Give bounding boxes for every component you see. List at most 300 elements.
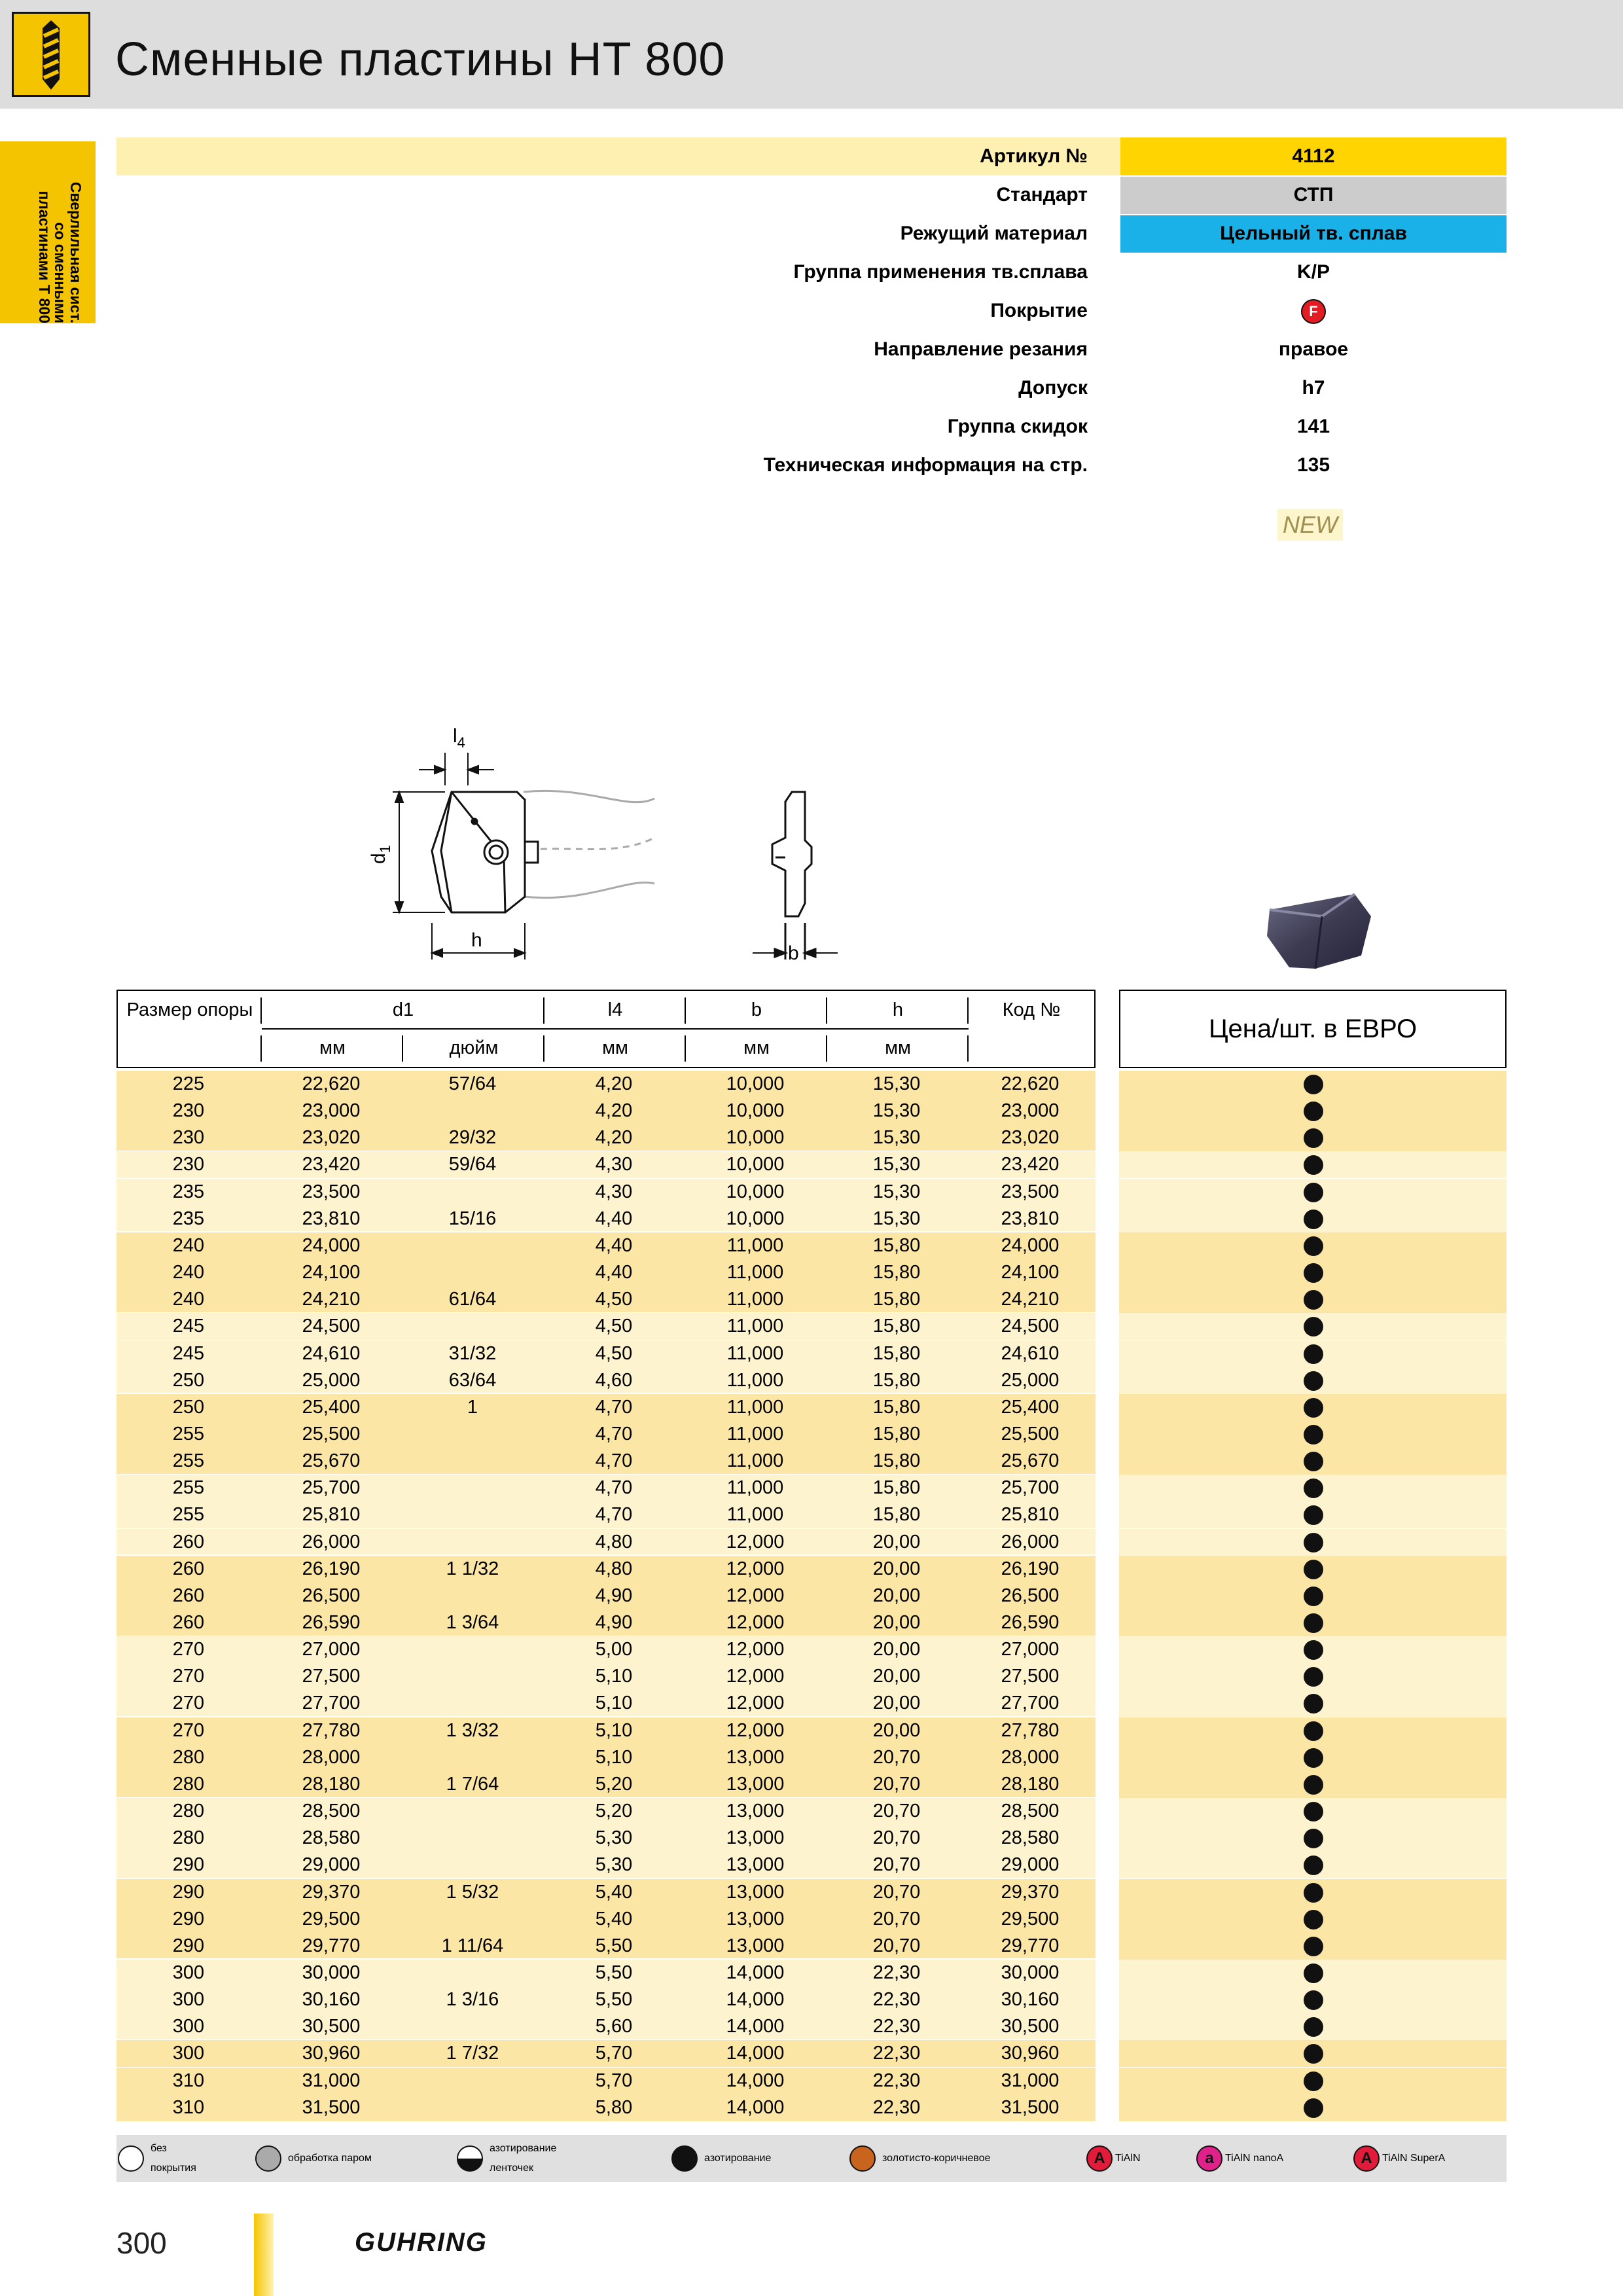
- page-number: 300: [116, 2226, 167, 2260]
- price-row: [1119, 1744, 1507, 1771]
- spec-label: Покрытие: [990, 300, 1088, 321]
- cell-h: 20,00: [872, 1666, 921, 1687]
- coating-f-icon: F: [1301, 299, 1326, 324]
- cell-h: 20,00: [872, 1531, 921, 1552]
- cell-code: 24,100: [1001, 1262, 1060, 1283]
- cell-d1-inch: 29/32: [448, 1127, 497, 1149]
- spec-value: 141: [1296, 416, 1330, 437]
- availability-dot-icon: [1304, 1775, 1323, 1795]
- price-row: [1119, 1663, 1507, 1690]
- legend-badge-letter: A: [1361, 2149, 1372, 2167]
- cell-d1-inch: [402, 1529, 543, 1556]
- drill-logo-icon: [12, 12, 90, 97]
- cell-d1-inch: [402, 1448, 543, 1475]
- table-row: [116, 1771, 1096, 1798]
- availability-dot-icon: [1304, 1802, 1323, 1821]
- cell-b: 13,000: [726, 1854, 785, 1876]
- footer-accent-bar: [254, 2214, 274, 2296]
- cell-d1-inch: [402, 1232, 543, 1259]
- cell-l4: 5,20: [595, 1773, 633, 1795]
- insert-side-view: [753, 792, 838, 960]
- cell-d1-mm: 26,590: [302, 1612, 361, 1633]
- cell-d1-mm: 30,000: [302, 1962, 361, 1983]
- price-row: [1119, 1286, 1507, 1313]
- cell-d1-inch: 15/16: [448, 1208, 497, 1229]
- cell-b: 11,000: [726, 1234, 784, 1256]
- col-header-l4: l4: [607, 999, 623, 1020]
- price-row: [1119, 1798, 1507, 1825]
- price-header: Цена/шт. в ЕВРО: [1119, 990, 1507, 1068]
- cell-l4: 5,40: [595, 1881, 633, 1903]
- cell-size: 290: [172, 1881, 205, 1903]
- cell-l4: 5,80: [595, 2096, 633, 2118]
- unit-b: мм: [743, 1037, 770, 1058]
- cell-d1-mm: 28,500: [302, 1801, 361, 1822]
- cell-d1-inch: 57/64: [448, 1073, 497, 1094]
- cell-h: 20,70: [872, 1773, 921, 1795]
- spec-row: [116, 215, 1507, 253]
- cell-code: 27,780: [1001, 1719, 1060, 1741]
- cell-h: 20,70: [872, 1827, 921, 1849]
- cell-l4: 5,00: [595, 1639, 633, 1660]
- unit-d1-mm: мм: [319, 1037, 346, 1058]
- cell-size: 280: [172, 1746, 205, 1768]
- cell-l4: 5,70: [595, 2043, 633, 2064]
- cell-d1-inch: 63/64: [448, 1369, 497, 1391]
- cell-code: 28,500: [1001, 1801, 1060, 1822]
- cell-code: 25,000: [1001, 1369, 1060, 1391]
- spec-label: Артикул №: [980, 145, 1088, 167]
- cell-d1-inch: [402, 1259, 543, 1286]
- price-row: [1119, 1960, 1507, 1986]
- cell-l4: 4,40: [595, 1208, 633, 1229]
- cell-d1-mm: 24,500: [302, 1316, 361, 1337]
- spec-value: 4112: [1120, 137, 1507, 175]
- cell-l4: 5,60: [595, 2016, 633, 2037]
- cell-l4: 5,30: [595, 1854, 633, 1876]
- spec-value: h7: [1302, 377, 1325, 399]
- cell-d1-mm: 25,500: [302, 1423, 361, 1444]
- cell-size: 235: [172, 1208, 205, 1229]
- land-nitrided-circle-icon: [457, 2145, 483, 2172]
- availability-dot-icon: [1304, 1910, 1323, 1929]
- cell-d1-inch: [402, 1179, 543, 1206]
- availability-dot-icon: [1304, 1128, 1323, 1148]
- cell-code: 24,210: [1001, 1289, 1060, 1310]
- cell-l4: 5,30: [595, 1827, 633, 1849]
- cell-l4: 4,70: [595, 1423, 633, 1444]
- legend-label-line: азотирование: [490, 2143, 557, 2154]
- cell-b: 13,000: [726, 1801, 785, 1822]
- price-row: [1119, 1825, 1507, 1852]
- cell-l4: 5,50: [595, 1935, 633, 1956]
- legend-label-line: покрытия: [151, 2162, 196, 2174]
- cell-size: 245: [172, 1342, 205, 1364]
- cell-size: 245: [172, 1316, 205, 1337]
- unit-d1-inch: дюйм: [449, 1037, 499, 1058]
- cell-size: 250: [172, 1396, 205, 1418]
- availability-dot-icon: [1304, 1183, 1323, 1202]
- tialn-circle-icon: [1086, 2145, 1113, 2172]
- cell-d1-mm: 29,770: [302, 1935, 361, 1956]
- cell-code: 31,000: [1001, 2070, 1060, 2091]
- table-row: [116, 1501, 1096, 1528]
- cell-d1-inch: [402, 1852, 543, 1878]
- unit-h: мм: [885, 1037, 911, 1058]
- cell-h: 15,80: [872, 1477, 921, 1499]
- cell-size: 300: [172, 2016, 205, 2037]
- cell-d1-inch: 61/64: [448, 1289, 497, 1310]
- cell-b: 11,000: [726, 1504, 784, 1526]
- cell-d1-mm: 27,780: [302, 1719, 361, 1741]
- cell-b: 12,000: [726, 1639, 785, 1660]
- cell-d1-mm: 23,810: [302, 1208, 361, 1229]
- table-row: [116, 2013, 1096, 2040]
- availability-dot-icon: [1304, 1721, 1323, 1741]
- table-row: [116, 1394, 1096, 1421]
- table-row: [116, 1717, 1096, 1744]
- table-row: [116, 1179, 1096, 1206]
- cell-size: 290: [172, 1854, 205, 1876]
- cell-d1-inch: [402, 1636, 543, 1663]
- cell-code: 30,000: [1001, 1962, 1060, 1983]
- price-row: [1119, 1394, 1507, 1421]
- cell-l4: 4,40: [595, 1234, 633, 1256]
- availability-dot-icon: [1304, 1371, 1323, 1391]
- side-tab-line: Сверлильная сист.: [67, 181, 84, 323]
- cell-code: 24,610: [1001, 1342, 1060, 1364]
- cell-code: 28,180: [1001, 1773, 1060, 1795]
- cell-b: 10,000: [726, 1181, 785, 1202]
- cell-code: 23,000: [1001, 1100, 1060, 1122]
- cell-code: 29,000: [1001, 1854, 1060, 1876]
- cell-d1-inch: 59/64: [448, 1154, 497, 1175]
- cell-d1-mm: 25,700: [302, 1477, 361, 1499]
- availability-dot-icon: [1304, 1640, 1323, 1660]
- cell-b: 11,000: [726, 1262, 784, 1283]
- cell-size: 230: [172, 1100, 205, 1122]
- cell-size: 300: [172, 2043, 205, 2064]
- cell-d1-mm: 30,160: [302, 1989, 361, 2011]
- cell-d1-mm: 23,000: [302, 1100, 361, 1122]
- spec-row: [116, 369, 1507, 407]
- availability-dot-icon: [1304, 2044, 1323, 2064]
- cell-size: 260: [172, 1612, 205, 1633]
- cell-l4: 4,70: [595, 1450, 633, 1472]
- cell-l4: 4,40: [595, 1262, 633, 1283]
- col-header-b: b: [751, 999, 762, 1020]
- tialn-supera-circle-icon: [1353, 2145, 1380, 2172]
- cell-d1-mm: 25,000: [302, 1369, 361, 1391]
- cell-size: 280: [172, 1801, 205, 1822]
- cell-size: 270: [172, 1693, 205, 1714]
- coating-legend: [116, 2135, 1507, 2182]
- availability-dot-icon: [1304, 2072, 1323, 2091]
- availability-dot-icon: [1304, 1856, 1323, 1875]
- availability-dot-icon: [1304, 1694, 1323, 1713]
- price-row: [1119, 1421, 1507, 1448]
- cell-l4: 4,80: [595, 1531, 633, 1552]
- cell-h: 15,80: [872, 1316, 921, 1337]
- cell-d1-mm: 29,370: [302, 1881, 361, 1903]
- price-row: [1119, 1179, 1507, 1206]
- cell-h: 20,00: [872, 1585, 921, 1606]
- cell-d1-inch: [402, 2013, 543, 2040]
- cell-b: 14,000: [726, 1989, 785, 2011]
- table-row: [116, 1232, 1096, 1259]
- price-row: [1119, 1529, 1507, 1556]
- cell-d1-mm: 28,000: [302, 1746, 361, 1768]
- availability-dot-icon: [1304, 1883, 1323, 1903]
- cell-code: 31,500: [1001, 2096, 1060, 2118]
- table-row: [116, 1071, 1096, 1098]
- cell-d1-inch: 1 3/32: [446, 1719, 499, 1741]
- cell-h: 20,70: [872, 1881, 921, 1903]
- price-row: [1119, 1124, 1507, 1151]
- spec-value: [1120, 292, 1507, 330]
- d1-label: [368, 845, 393, 864]
- cell-code: 25,700: [1001, 1477, 1060, 1499]
- cell-size: 255: [172, 1450, 205, 1472]
- spec-label: Группа применения тв.сплава: [793, 261, 1088, 283]
- header-divider: [543, 1035, 544, 1062]
- cell-h: 20,70: [872, 1746, 921, 1768]
- cell-l4: 4,30: [595, 1154, 633, 1175]
- price-row: [1119, 1313, 1507, 1340]
- table-row: [116, 1259, 1096, 1286]
- cell-b: 11,000: [726, 1289, 784, 1310]
- cell-h: 22,30: [872, 2016, 921, 2037]
- cell-b: 14,000: [726, 2016, 785, 2037]
- cell-code: 22,620: [1001, 1073, 1060, 1094]
- cell-l4: 4,60: [595, 1369, 633, 1391]
- spec-divider: [378, 214, 1507, 215]
- cell-d1-mm: 26,190: [302, 1558, 361, 1579]
- price-row: [1119, 1556, 1507, 1583]
- price-row: [1119, 1071, 1507, 1098]
- cell-b: 12,000: [726, 1585, 785, 1606]
- cell-code: 25,400: [1001, 1396, 1060, 1418]
- spec-row: [116, 253, 1507, 291]
- table-row: [116, 1448, 1096, 1475]
- header-divider: [402, 1035, 403, 1062]
- spec-row: [116, 446, 1507, 484]
- col-header-size: Размер опоры: [126, 999, 253, 1020]
- price-row: [1119, 1986, 1507, 2013]
- price-row: [1119, 1717, 1507, 1744]
- cell-b: 13,000: [726, 1773, 785, 1795]
- cell-size: 290: [172, 1908, 205, 1929]
- cell-size: 255: [172, 1504, 205, 1526]
- cell-code: 25,810: [1001, 1504, 1060, 1526]
- price-row: [1119, 1206, 1507, 1232]
- cell-d1-inch: [402, 1960, 543, 1986]
- table-row: [116, 2068, 1096, 2094]
- h-label: h: [471, 929, 482, 951]
- cell-l4: 4,50: [595, 1316, 633, 1337]
- cell-h: 15,30: [872, 1154, 921, 1175]
- cell-code: 28,000: [1001, 1746, 1060, 1768]
- d1-label-main: d: [368, 853, 389, 864]
- availability-dot-icon: [1304, 1964, 1323, 1983]
- cell-d1-inch: [402, 1583, 543, 1609]
- cell-l4: 4,20: [595, 1073, 633, 1094]
- cell-code: 25,670: [1001, 1450, 1060, 1472]
- cell-d1-inch: [402, 1906, 543, 1933]
- cell-l4: 5,10: [595, 1746, 633, 1768]
- cell-code: 29,370: [1001, 1881, 1060, 1903]
- availability-dot-icon: [1304, 1210, 1323, 1229]
- cell-d1-mm: 25,670: [302, 1450, 361, 1472]
- cell-d1-mm: 23,500: [302, 1181, 361, 1202]
- legend-badge-letter: A: [1094, 2149, 1105, 2167]
- section-side-tab: [0, 141, 96, 323]
- cell-size: 260: [172, 1585, 205, 1606]
- cell-d1-inch: 1 1/32: [446, 1558, 499, 1579]
- table-row: [116, 1556, 1096, 1583]
- spec-row: [116, 292, 1507, 330]
- legend-label: золотисто-коричневое: [882, 2153, 991, 2164]
- legend-label: TiAlN: [1115, 2153, 1141, 2164]
- legend-label: обработка паром: [288, 2153, 372, 2164]
- cell-code: 23,500: [1001, 1181, 1060, 1202]
- price-row: [1119, 1852, 1507, 1878]
- cell-size: 250: [172, 1369, 205, 1391]
- price-row: [1119, 1367, 1507, 1394]
- availability-dot-icon: [1304, 1344, 1323, 1364]
- col-header-code: Код №: [1002, 999, 1061, 1020]
- price-row: [1119, 1583, 1507, 1609]
- cell-b: 13,000: [726, 1908, 785, 1929]
- cell-d1-inch: 1: [467, 1396, 478, 1418]
- header-divider: [967, 1035, 969, 1062]
- cell-code: 30,500: [1001, 2016, 1060, 2037]
- header-divider: [685, 997, 686, 1024]
- cell-b: 13,000: [726, 1935, 785, 1956]
- availability-dot-icon: [1304, 1425, 1323, 1444]
- availability-dot-icon: [1304, 1533, 1323, 1552]
- cell-size: 300: [172, 1989, 205, 2011]
- table-row: [116, 1906, 1096, 1933]
- cell-l4: 5,50: [595, 1962, 633, 1983]
- table-row: [116, 1421, 1096, 1448]
- cell-code: 30,160: [1001, 1989, 1060, 2011]
- gold-brown-circle-icon: [849, 2145, 876, 2172]
- cell-l4: 4,70: [595, 1504, 633, 1526]
- availability-dot-icon: [1304, 1560, 1323, 1579]
- cell-d1-mm: 27,700: [302, 1693, 361, 1714]
- cell-d1-inch: [402, 1690, 543, 1717]
- cell-h: 15,80: [872, 1369, 921, 1391]
- cell-b: 11,000: [726, 1369, 784, 1391]
- availability-dot-icon: [1304, 1748, 1323, 1768]
- availability-dot-icon: [1304, 2098, 1323, 2118]
- price-row: [1119, 1933, 1507, 1960]
- cell-b: 14,000: [726, 2043, 785, 2064]
- cell-d1-mm: 31,500: [302, 2096, 361, 2118]
- cell-h: 20,70: [872, 1908, 921, 1929]
- table-row: [116, 1744, 1096, 1771]
- cell-code: 28,580: [1001, 1827, 1060, 1849]
- header-divider: [685, 1035, 686, 1062]
- cell-size: 260: [172, 1531, 205, 1552]
- cell-d1-mm: 25,810: [302, 1504, 361, 1526]
- header-rule: [262, 1028, 969, 1030]
- cell-b: 10,000: [726, 1127, 785, 1149]
- new-badge: NEW: [1277, 509, 1343, 541]
- cell-d1-mm: 24,210: [302, 1289, 361, 1310]
- availability-dot-icon: [1304, 1990, 1323, 2010]
- col-header-d1: d1: [392, 999, 414, 1020]
- cell-d1-inch: [402, 1501, 543, 1528]
- availability-dot-icon: [1304, 1613, 1323, 1633]
- spec-label: Стандарт: [996, 184, 1088, 206]
- cell-d1-mm: 30,500: [302, 2016, 361, 2037]
- availability-dot-icon: [1304, 1587, 1323, 1606]
- cell-l4: 4,20: [595, 1100, 633, 1122]
- cell-b: 14,000: [726, 2096, 785, 2118]
- tialn-nanoa-circle-icon: [1196, 2145, 1222, 2172]
- price-row: [1119, 2013, 1507, 2040]
- availability-dot-icon: [1304, 1398, 1323, 1418]
- cell-size: 240: [172, 1289, 205, 1310]
- table-row: [116, 1986, 1096, 2013]
- availability-dot-icon: [1304, 1102, 1323, 1121]
- table-row: [116, 1636, 1096, 1663]
- table-row: [116, 2094, 1096, 2121]
- price-row: [1119, 1232, 1507, 1259]
- cell-h: 22,30: [872, 2070, 921, 2091]
- steam-treated-circle-icon: [255, 2145, 281, 2172]
- cell-b: 11,000: [726, 1450, 784, 1472]
- cell-h: 15,30: [872, 1100, 921, 1122]
- cell-h: 20,70: [872, 1854, 921, 1876]
- header-divider: [826, 1035, 827, 1062]
- cell-d1-mm: 24,610: [302, 1342, 361, 1364]
- cell-d1-inch: 31/32: [448, 1342, 497, 1364]
- cell-d1-mm: 27,500: [302, 1666, 361, 1687]
- availability-dot-icon: [1304, 1452, 1323, 1471]
- spec-divider: [378, 253, 1507, 254]
- cell-b: 12,000: [726, 1666, 785, 1687]
- insert-product-photo: [1243, 870, 1414, 988]
- cell-size: 310: [172, 2096, 205, 2118]
- table-row: [116, 1609, 1096, 1636]
- col-header-h: h: [892, 999, 904, 1020]
- cell-code: 27,500: [1001, 1666, 1060, 1687]
- cell-d1-mm: 24,000: [302, 1234, 361, 1256]
- nitrided-circle-icon: [671, 2145, 698, 2172]
- cell-b: 14,000: [726, 1962, 785, 1983]
- availability-dot-icon: [1304, 1667, 1323, 1687]
- header-divider: [543, 997, 544, 1024]
- price-row: [1119, 1690, 1507, 1717]
- cell-code: 26,590: [1001, 1612, 1060, 1633]
- table-row: [116, 1367, 1096, 1394]
- availability-dot-icon: [1304, 1937, 1323, 1956]
- legend-label: TiAlN nanoA: [1225, 2153, 1284, 2164]
- spec-divider: [378, 291, 1507, 293]
- price-row: [1119, 1636, 1507, 1663]
- cell-size: 240: [172, 1234, 205, 1256]
- spec-label: Направление резания: [874, 338, 1088, 360]
- cell-d1-inch: [402, 1663, 543, 1690]
- cell-d1-mm: 25,400: [302, 1396, 361, 1418]
- cell-code: 23,810: [1001, 1208, 1060, 1229]
- cell-l4: 4,90: [595, 1585, 633, 1606]
- cell-d1-inch: [402, 2094, 543, 2121]
- cell-b: 12,000: [726, 1612, 785, 1633]
